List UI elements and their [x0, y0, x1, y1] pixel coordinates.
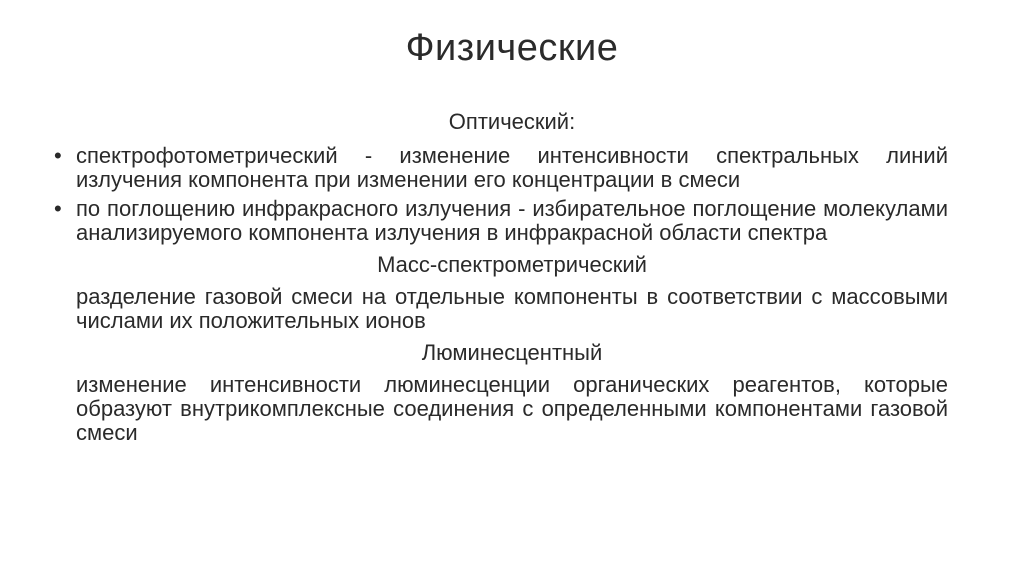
luminescent-description: изменение интенсивности люминесценции органических реагентов, которые образуют внутрикомплексные соединения с определенными компонентами газовой смеси: [76, 372, 948, 445]
bullet-text: спектрофотометрический - изменение интенсивности спектральных линий излучения компонента при изменении его концентрации в смеси: [76, 143, 948, 192]
section-heading-optical: Оптический:: [448, 109, 576, 134]
bullet-text: по поглощению инфракрасного излучения - избирательное поглощение молекулами анализируемого компонента излучения в инфракрасной области спектра: [76, 196, 948, 245]
optical-bullet-list: [54, 143, 948, 245]
bullet-icon: •: [54, 143, 62, 168]
section-heading-luminescent: Люминесцентный: [421, 340, 603, 365]
bullet-item-spectrophotometric: [54, 144, 948, 192]
bullet-icon: •: [54, 196, 62, 221]
slide-content: [54, 109, 948, 445]
bullet-item-infrared: [54, 197, 948, 245]
mass-description: разделение газовой смеси на отдельные компоненты в соответствии с массовыми числами их положительных ионов: [76, 284, 948, 333]
section-heading-mass: Масс-спектрометрический: [377, 252, 647, 277]
slide-title: Физические: [405, 27, 619, 69]
